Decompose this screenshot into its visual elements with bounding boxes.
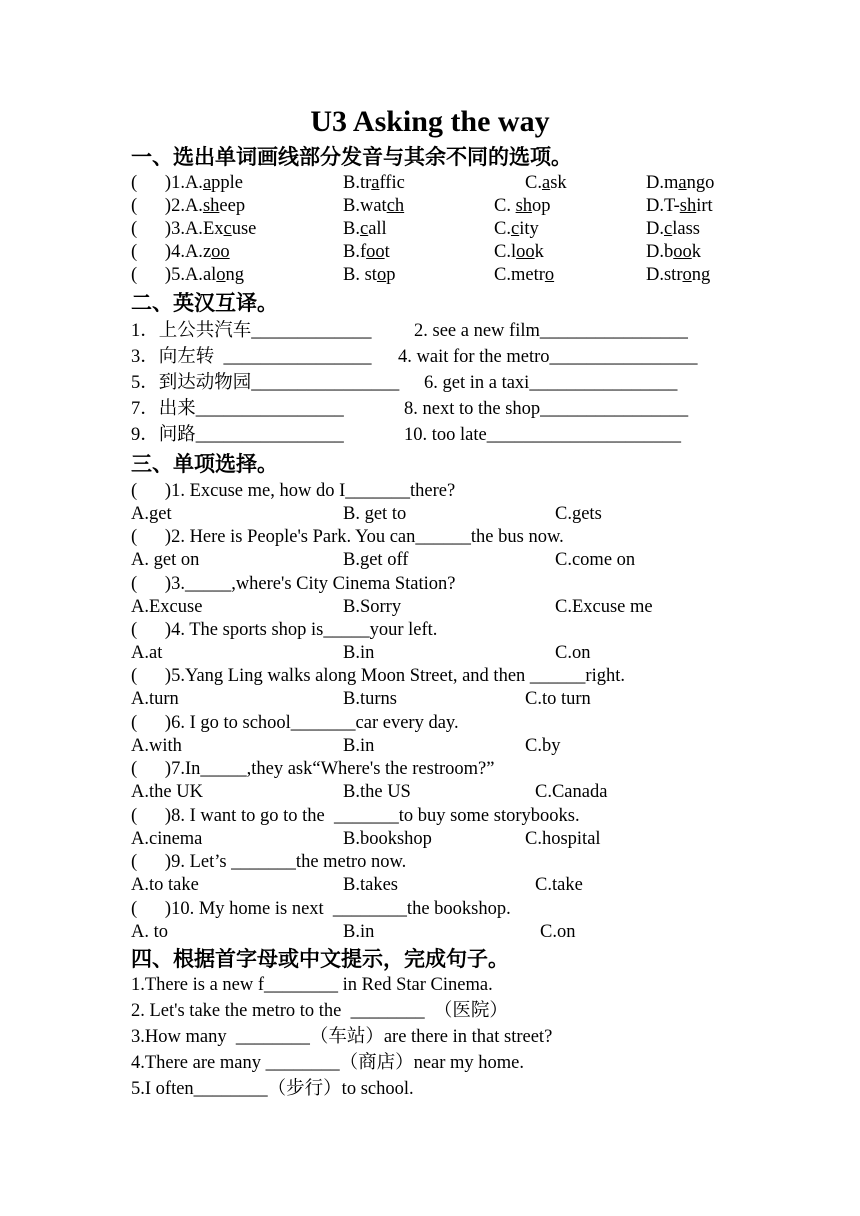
choice-option-a-1: A.get bbox=[131, 504, 172, 524]
phonics-option-c-5 bbox=[494, 264, 554, 286]
option-post: all bbox=[368, 219, 387, 239]
translation-left-4: 7．出来________________ bbox=[131, 399, 344, 419]
section2-heading: 二、英汉互译。 bbox=[131, 291, 278, 315]
page-title: U3 Asking the way bbox=[310, 105, 550, 138]
question-prefix: ( )4.A. bbox=[131, 242, 203, 262]
translation-right-3: 6. get in a taxi________________ bbox=[424, 373, 678, 393]
choice-question-10: ( )10. My home is next ________the bookshop. bbox=[131, 899, 511, 919]
phonics-option-b-4 bbox=[343, 241, 390, 263]
phonics-option-c-2 bbox=[494, 195, 551, 217]
choice-option-c-10: C.on bbox=[540, 922, 576, 942]
question-prefix: ( )5.A. bbox=[131, 265, 203, 285]
choice-option-c-6: C.by bbox=[525, 736, 561, 756]
option-underlined: c bbox=[510, 219, 520, 239]
translation-left-2: 3．向左转 ________________ bbox=[131, 347, 372, 367]
option-underlined: o bbox=[376, 265, 387, 285]
option-underlined: a bbox=[541, 173, 551, 193]
phonics-option-d-3 bbox=[646, 218, 700, 240]
completion-sentence-4: 4.There are many ________（商店）near my home. bbox=[131, 1053, 525, 1073]
option-post: k bbox=[534, 242, 544, 262]
choice-question-2: ( )2. Here is People's Park. You can______the bus now. bbox=[131, 527, 564, 547]
option-a-post: use bbox=[231, 219, 257, 239]
option-a-underlined: oo bbox=[211, 242, 230, 262]
option-post: ffic bbox=[379, 173, 405, 193]
choice-question-8: ( )8. I want to go to the _______to buy some storybooks. bbox=[131, 806, 580, 826]
choice-option-c-3: C.Excuse me bbox=[555, 597, 653, 617]
option-post: ity bbox=[519, 219, 539, 239]
phonics-option-b-3 bbox=[343, 218, 387, 240]
translation-right-4: 8. next to the shop________________ bbox=[404, 399, 689, 419]
section3-heading: 三、单项选择。 bbox=[131, 452, 278, 476]
option-underlined: ch bbox=[386, 196, 405, 216]
option-pre: D.b bbox=[646, 242, 674, 262]
phonics-option-b-1 bbox=[343, 172, 405, 194]
choice-option-a-3: A.Excuse bbox=[131, 597, 203, 617]
choice-option-a-10: A. to bbox=[131, 922, 168, 942]
translation-left-3: 5．到达动物园________________ bbox=[131, 373, 400, 393]
option-underlined: o bbox=[544, 265, 555, 285]
option-post: t bbox=[384, 242, 390, 262]
option-pre: D.str bbox=[646, 265, 683, 285]
option-a-pre: Ex bbox=[202, 219, 224, 239]
question-prefix: ( )3.A. bbox=[131, 219, 203, 239]
option-a-post: pple bbox=[211, 173, 244, 193]
option-a-underlined: sh bbox=[202, 196, 220, 216]
completion-sentence-5: 5.I often________（步行）to school. bbox=[131, 1079, 414, 1099]
option-a-underlined: o bbox=[216, 265, 226, 285]
question-prefix: ( )2.A. bbox=[131, 196, 203, 216]
option-post: lass bbox=[672, 219, 700, 239]
completion-sentence-1: 1.There is a new f________ in Red Star Cinema. bbox=[131, 975, 493, 995]
phonics-option-d-4 bbox=[646, 241, 701, 263]
option-underlined: sh bbox=[515, 196, 533, 216]
choice-option-b-3: B.Sorry bbox=[343, 597, 402, 617]
translation-left-1: 1．上公共汽车_____________ bbox=[131, 321, 372, 341]
translation-right-2: 4. wait for the metro________________ bbox=[398, 347, 698, 367]
choice-option-b-6: B.in bbox=[343, 736, 375, 756]
option-pre: B. bbox=[343, 219, 360, 239]
phonics-option-c-4 bbox=[494, 241, 544, 263]
option-post: p bbox=[386, 265, 396, 285]
choice-option-c-2: C.come on bbox=[555, 550, 636, 570]
option-pre: C. bbox=[525, 173, 542, 193]
option-post: ng bbox=[691, 265, 711, 285]
choice-question-6: ( )6. I go to school_______car every day. bbox=[131, 713, 459, 733]
phonics-option-d-2 bbox=[646, 195, 713, 217]
choice-option-b-8: B.bookshop bbox=[343, 829, 432, 849]
option-pre: B.f bbox=[343, 242, 367, 262]
choice-option-a-5: A.turn bbox=[131, 689, 179, 709]
option-post: irt bbox=[696, 196, 713, 216]
option-pre: C. bbox=[494, 196, 516, 216]
phonics-option-d-1 bbox=[646, 172, 714, 194]
option-pre: C.l bbox=[494, 242, 517, 262]
option-pre: B.tr bbox=[343, 173, 372, 193]
choice-option-a-8: A.cinema bbox=[131, 829, 203, 849]
choice-option-c-5: C.to turn bbox=[525, 689, 591, 709]
choice-option-c-1: C.gets bbox=[555, 504, 602, 524]
choice-option-b-2: B.get off bbox=[343, 550, 409, 570]
choice-option-c-9: C.take bbox=[535, 875, 583, 895]
question-prefix: ( )1.A. bbox=[131, 173, 203, 193]
choice-option-a-9: A.to take bbox=[131, 875, 199, 895]
translation-right-5: 10. too late_____________________ bbox=[404, 425, 681, 445]
section4-heading: 四、根据首字母或中文提示，完成句子。 bbox=[131, 947, 509, 971]
option-pre: C. bbox=[494, 219, 511, 239]
choice-option-a-7: A.the UK bbox=[131, 782, 203, 802]
phonics-option-b-5 bbox=[343, 264, 395, 286]
phonics-option-d-5 bbox=[646, 264, 710, 286]
choice-option-c-4: C.on bbox=[555, 643, 591, 663]
phonics-option-c-1 bbox=[525, 172, 567, 194]
option-underlined: c bbox=[359, 219, 369, 239]
choice-option-a-2: A. get on bbox=[131, 550, 200, 570]
section1-heading: 一、选出单词画线部分发音与其余不同的选项。 bbox=[131, 145, 572, 169]
option-underlined: a bbox=[371, 173, 380, 193]
choice-question-1: ( )1. Excuse me, how do I_______there? bbox=[131, 481, 456, 501]
option-a-pre: z bbox=[202, 242, 212, 262]
translation-left-5: 9．问路________________ bbox=[131, 425, 344, 445]
completion-sentence-3: 3.How many ________（车站）are there in that street? bbox=[131, 1027, 553, 1047]
option-pre: D.m bbox=[646, 173, 679, 193]
option-underlined: oo bbox=[673, 242, 692, 262]
choice-option-b-5: B.turns bbox=[343, 689, 397, 709]
option-a-underlined: a bbox=[202, 173, 212, 193]
completion-sentence-2: 2. Let's take the metro to the ________ （医院） bbox=[131, 1001, 508, 1021]
option-underlined: oo bbox=[516, 242, 535, 262]
choice-option-b-9: B.takes bbox=[343, 875, 398, 895]
choice-question-5: ( )5.Yang Ling walks along Moon Street, and then ______right. bbox=[131, 666, 625, 686]
option-post: ngo bbox=[686, 173, 715, 193]
option-pre: B.wat bbox=[343, 196, 387, 216]
choice-option-b-1: B. get to bbox=[343, 504, 407, 524]
choice-option-c-8: C.hospital bbox=[525, 829, 601, 849]
choice-question-4: ( )4. The sports shop is_____your left. bbox=[131, 620, 438, 640]
option-pre: D. bbox=[646, 219, 664, 239]
choice-question-7: ( )7.In_____,they ask“Where's the restroom?” bbox=[131, 759, 495, 779]
phonics-option-b-2 bbox=[343, 195, 404, 217]
option-a-pre: al bbox=[202, 265, 217, 285]
choice-question-9: ( )9. Let’s _______the metro now. bbox=[131, 852, 407, 872]
option-pre: D.T- bbox=[646, 196, 680, 216]
option-post: k bbox=[691, 242, 701, 262]
phonics-option-c-3 bbox=[494, 218, 539, 240]
option-underlined: a bbox=[678, 173, 687, 193]
choice-option-a-6: A.with bbox=[131, 736, 182, 756]
choice-option-c-7: C.Canada bbox=[535, 782, 608, 802]
option-a-post: eep bbox=[219, 196, 246, 216]
phonics-question-3 bbox=[131, 218, 256, 240]
choice-option-b-7: B.the US bbox=[343, 782, 411, 802]
phonics-question-4 bbox=[131, 241, 230, 263]
choice-option-b-4: B.in bbox=[343, 643, 375, 663]
option-underlined: o bbox=[682, 265, 692, 285]
option-post: sk bbox=[550, 173, 567, 193]
phonics-question-2 bbox=[131, 195, 245, 217]
option-a-post: ng bbox=[225, 265, 245, 285]
option-pre: C.metr bbox=[494, 265, 545, 285]
option-a-underlined: c bbox=[223, 219, 232, 239]
option-underlined: c bbox=[664, 219, 673, 239]
option-underlined: sh bbox=[679, 196, 697, 216]
option-underlined: oo bbox=[366, 242, 385, 262]
phonics-question-5 bbox=[131, 264, 244, 286]
option-pre: B. st bbox=[343, 265, 377, 285]
choice-option-a-4: A.at bbox=[131, 643, 163, 663]
translation-right-1: 2. see a new film________________ bbox=[414, 321, 688, 341]
choice-question-3: ( )3._____,where's City Cinema Station? bbox=[131, 574, 456, 594]
option-post: op bbox=[532, 196, 551, 216]
phonics-question-1 bbox=[131, 172, 243, 194]
choice-option-b-10: B.in bbox=[343, 922, 375, 942]
